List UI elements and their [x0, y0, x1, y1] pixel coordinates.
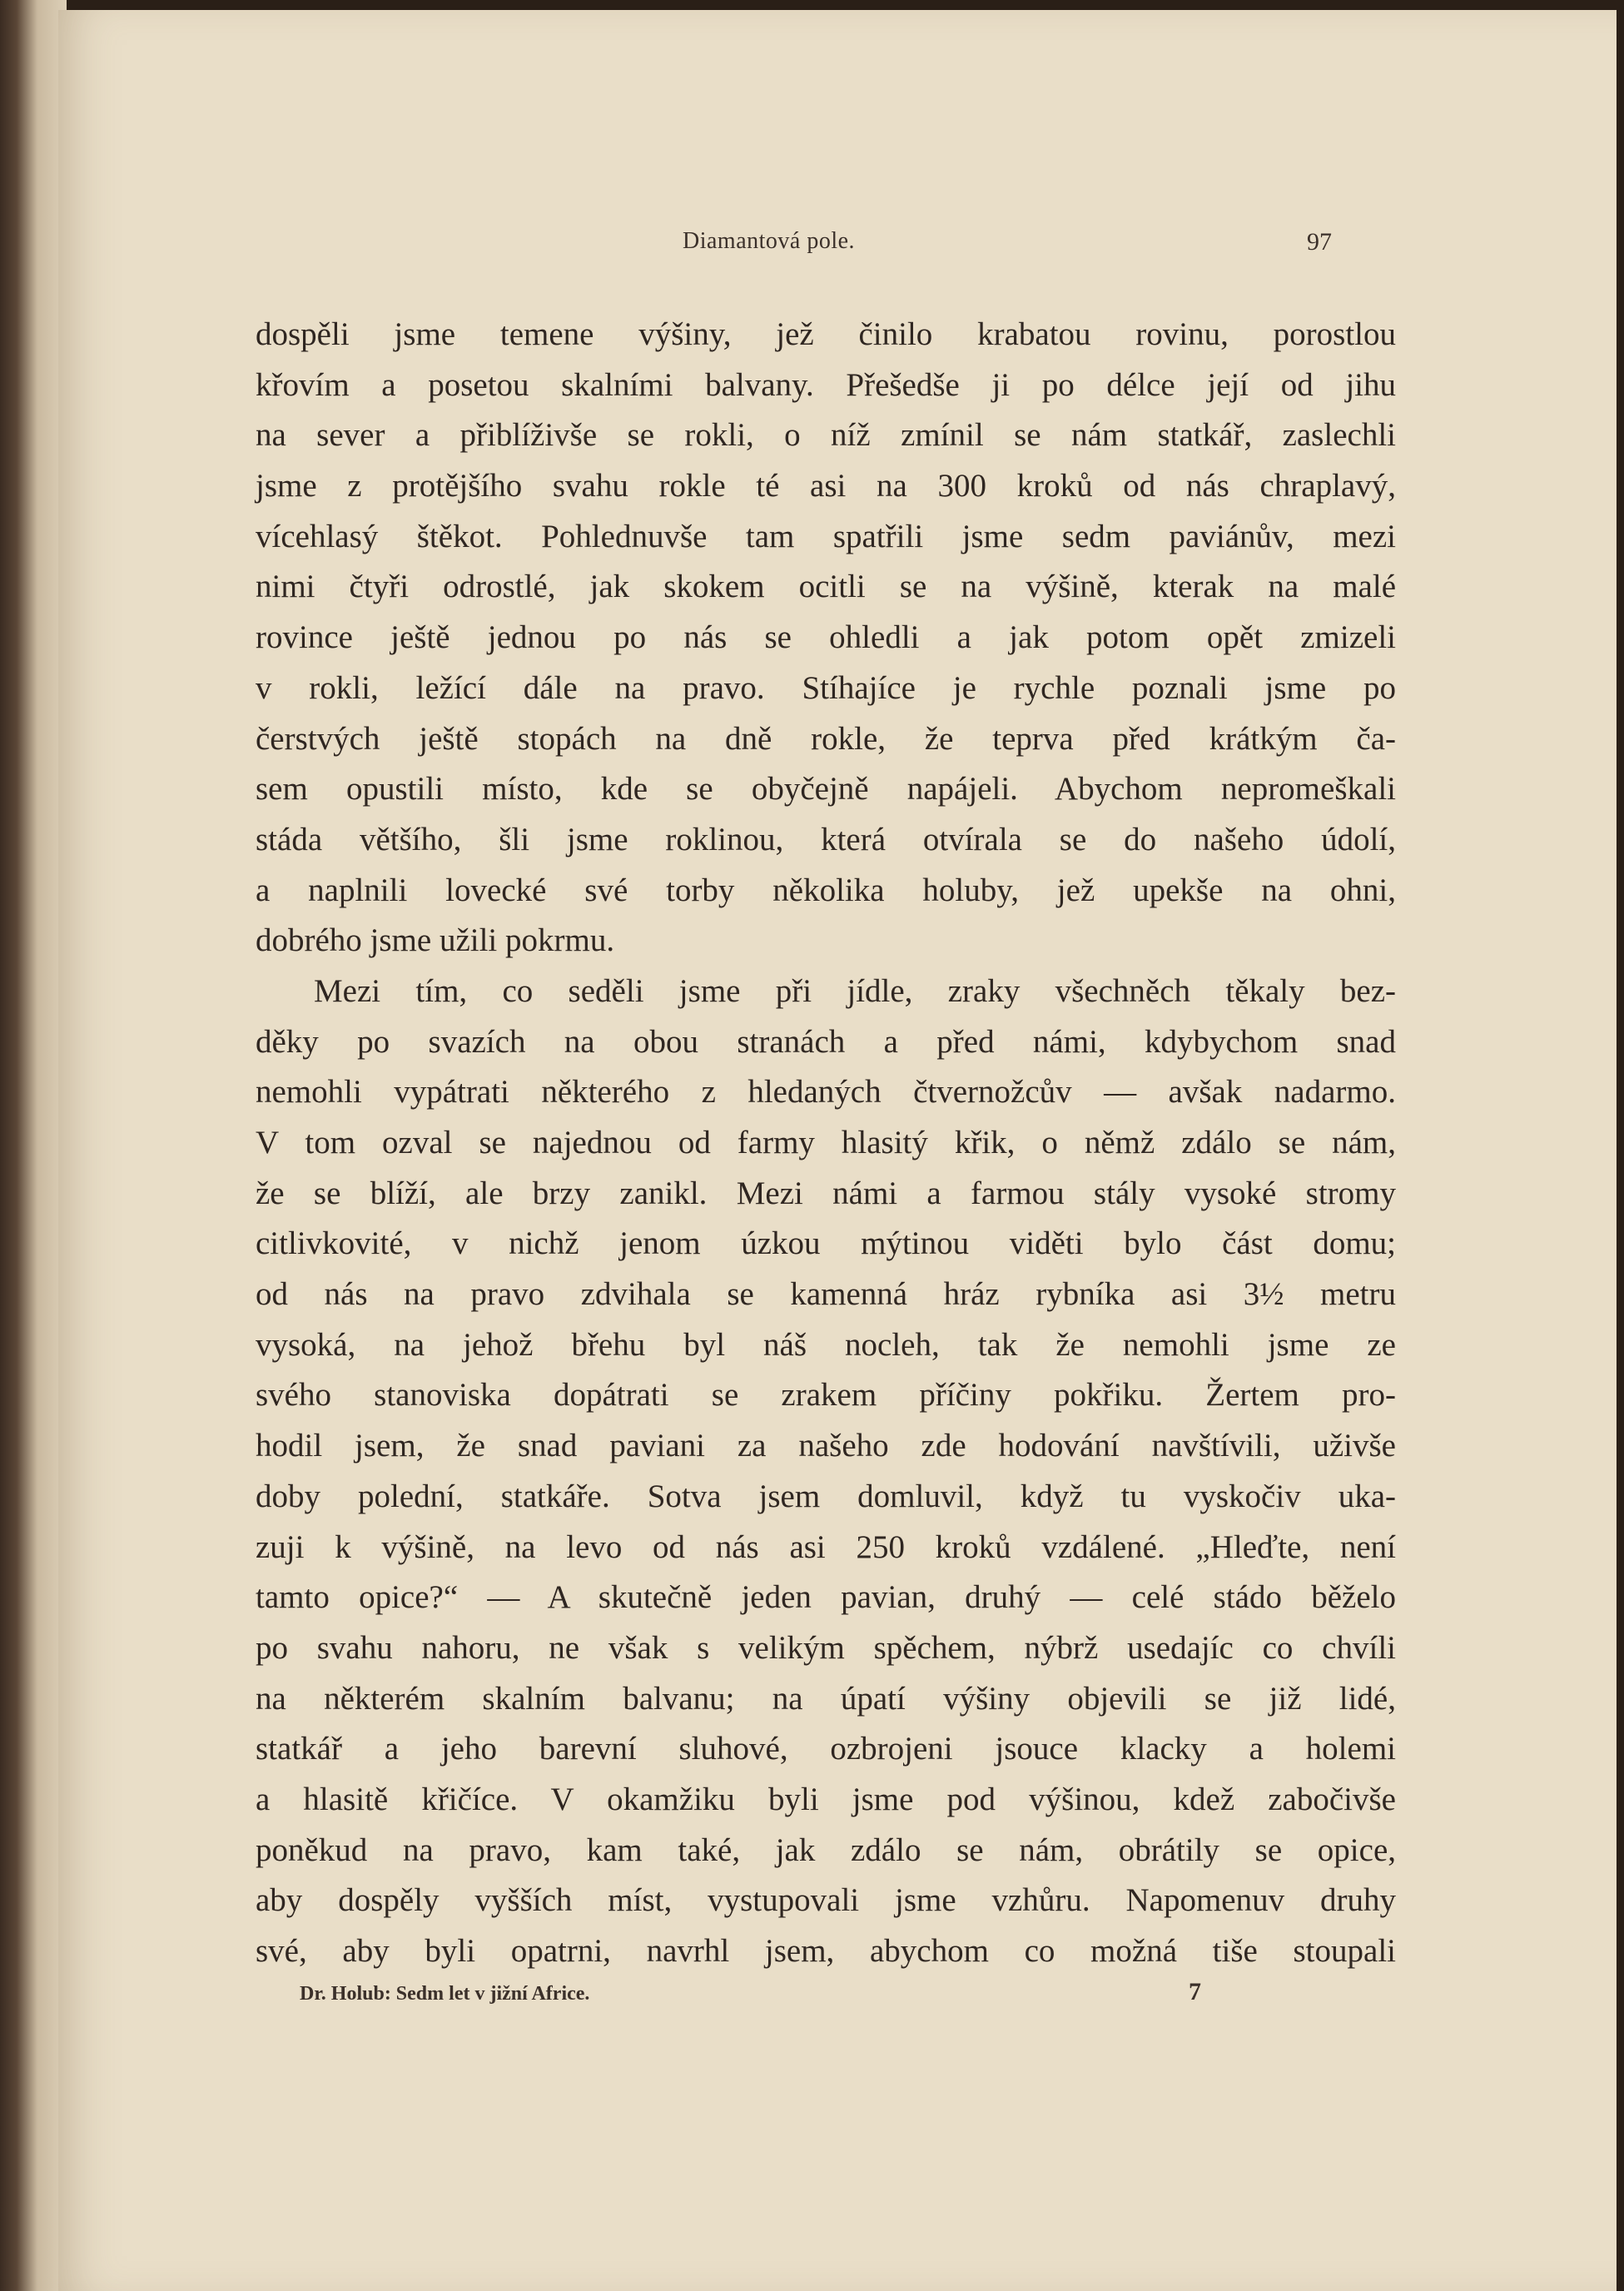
text-line: poněkud na pravo, kam také, jak zdálo se nám, obrátily se opice,	[256, 1831, 1396, 1868]
text-line: hodil jsem, že snad paviani za našeho zde hodování navštívili, uživše	[256, 1428, 1396, 1464]
book-spine-edge	[0, 0, 67, 2291]
text-line: statkář a jeho barevní sluhové, ozbrojeni jsouce klacky a holemi	[256, 1731, 1396, 1767]
text-line: od nás na pravo zdvihala se kamenná hráz rybníka asi 3½ metru	[256, 1276, 1396, 1313]
text-line: dobrého jsme užili pokrmu.	[256, 922, 615, 959]
text-line: po svahu nahoru, ne však s velikým spěchem, nýbrž usedajíc co chvíli	[256, 1629, 1396, 1666]
text-line: v rokli, ležící dále na pravo. Stíhajíce je rychle poznali jsme po	[256, 669, 1396, 706]
text-line: nimi čtyři odrostlé, jak skokem ocitli se na výšině, kterak na malé	[256, 569, 1396, 605]
text-line: svého stanoviska dopátrati se zrakem příčiny pokřiku. Žertem pro-	[256, 1377, 1396, 1414]
text-body	[256, 310, 1396, 1977]
page-footer	[58, 1978, 1617, 2016]
text-line: citlivkovité, v nichž jenom úzkou mýtinou viděti bylo část domu;	[256, 1225, 1396, 1262]
text-line: a hlasitě křičíce. V okamžiku byli jsme pod výšinou, kdež zabočivše	[256, 1781, 1396, 1817]
text-line: V tom ozval se najednou od farmy hlasitý křik, o němž zdálo se nám,	[256, 1125, 1396, 1160]
text-line: aby dospěly vyšších míst, vystupovali jsme vzhůru. Napomenuv druhy	[256, 1882, 1396, 1919]
text-line: své, aby byli opatrni, navrhl jsem, abychom co možná tiše stoupali	[256, 1933, 1396, 1969]
text-line: děky po svazích na obou stranách a před námi, kdybychom snad	[256, 1023, 1396, 1060]
text-line: Mezi tím, co seděli jsme při jídle, zraky všechněch těkaly bez-	[314, 972, 1396, 1009]
book-page	[58, 10, 1617, 2291]
text-line: nemohli vypátrati některého z hledaných čtvernožcův — avšak nadarmo.	[256, 1074, 1396, 1111]
text-line: vysoká, na jehož břehu byl náš nocleh, tak že nemohli jsme ze	[256, 1326, 1396, 1363]
running-head	[58, 228, 1617, 261]
text-line: dospěli jsme temene výšiny, jež činilo krabatou rovinu, porostlou	[256, 316, 1396, 352]
text-line: na některém skalním balvanu; na úpatí výšiny objevili se již lidé,	[256, 1680, 1396, 1717]
text-line: tamto opice?“ — A skutečně jeden pavian, druhý — celé stádo běželo	[256, 1579, 1396, 1616]
page-number: 97	[1307, 228, 1332, 256]
text-line: vícehlasý štěkot. Pohlednuvše tam spatřili jsme sedm paviánův, mezi	[256, 518, 1396, 554]
text-line: zuji k výšině, na levo od nás asi 250 kroků vzdálené. „Hleďte, není	[256, 1528, 1396, 1565]
text-line: doby polední, statkáře. Sotva jsem domluvil, když tu vyskočiv uka-	[256, 1478, 1396, 1514]
text-line: že se blíží, ale brzy zanikl. Mezi námi a farmou stály vysoké stromy	[256, 1175, 1396, 1211]
text-line: sem opustili místo, kde se obyčejně napájeli. Abychom nepromeškali	[256, 771, 1396, 808]
text-line: jsme z protějšího svahu rokle té asi na 300 kroků od nás chraplavý,	[256, 468, 1396, 504]
running-title: Diamantová pole.	[683, 228, 856, 254]
text-line: a naplnili lovecké své torby několika holuby, jež upekše na ohni,	[256, 872, 1396, 908]
text-line: na sever a přiblíživše se rokli, o níž zmínil se nám statkář, zaslechli	[256, 417, 1396, 454]
signature-mark: 7	[1189, 1978, 1201, 2005]
footer-book-title: Dr. Holub: Sedm let v jižní Africe.	[300, 1983, 590, 2005]
text-line: křovím a posetou skalními balvany. Přešedše ji po délce její od jihu	[256, 366, 1396, 403]
text-line: čerstvých ještě stopách na dně rokle, že teprva před krátkým ča-	[256, 720, 1396, 757]
text-line: rovince ještě jednou po nás se ohledli a jak potom opět zmizeli	[256, 619, 1396, 656]
text-line: stáda většího, šli jsme roklinou, která otvírala se do našeho údolí,	[256, 821, 1396, 857]
